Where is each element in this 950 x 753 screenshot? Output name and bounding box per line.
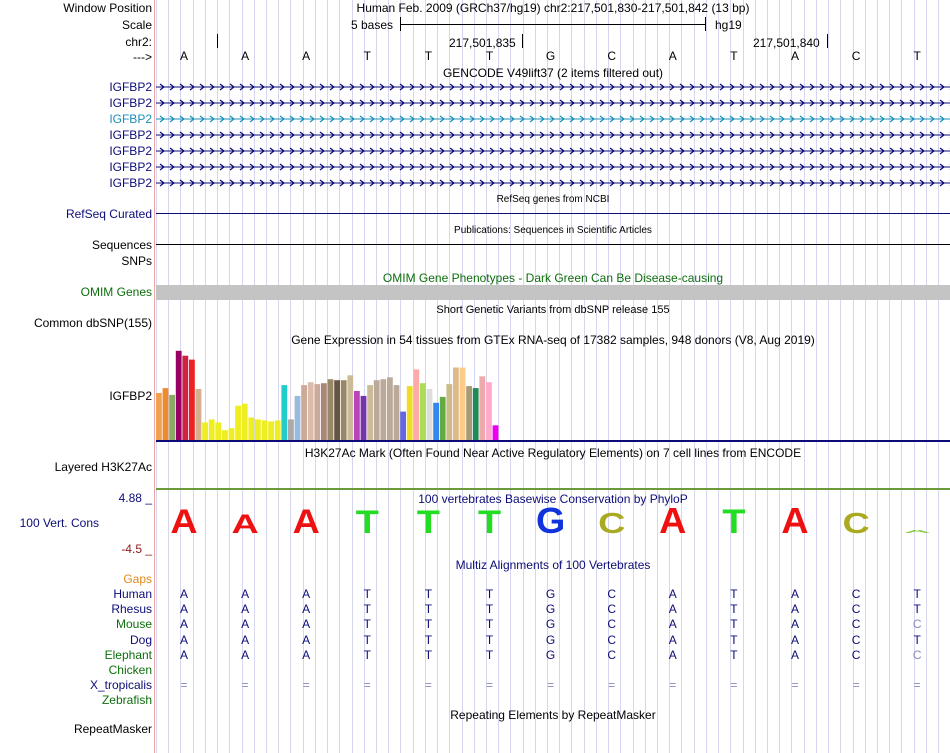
gtex-tissue-bar[interactable] [407,386,413,440]
gtex-tissue-bar[interactable] [347,375,353,440]
transcript-strand-arrows [156,147,950,155]
species-base: T [363,602,371,617]
species-label[interactable]: Dog [129,632,152,647]
gtex-tissue-bar[interactable] [182,356,188,440]
species-base: A [241,647,250,662]
gtex-tissue-bar[interactable] [262,420,268,440]
phylop-base-glyph[interactable]: A [903,528,931,535]
base-letter: A [179,49,188,63]
species-base: T [424,617,433,632]
phylop-base-glyph[interactable]: C [598,508,626,540]
species-base: A [179,602,188,617]
species-base: T [485,617,494,632]
snps-label[interactable]: SNPs [121,254,152,268]
phylop-base-glyph[interactable]: T [722,502,746,541]
species-base: C [607,647,617,662]
h3k27ac-title: H3K27Ac Mark (Often Found Near Active Regulatory Elements) on 7 cell lines from ENCODE [304,446,802,460]
species-base: G [545,632,556,647]
repeatmasker-title: Repeating Elements by RepeatMasker [450,708,656,722]
chrom-label: chr2: [125,35,152,49]
gencode-transcript-label[interactable]: IGFBP2 [109,176,152,190]
phylop-base-glyph[interactable]: T [416,504,440,541]
species-base: C [912,647,922,662]
track-image-area[interactable] [156,0,950,753]
gtex-tissue-bar[interactable] [413,369,419,440]
gtex-gene-label[interactable]: IGFBP2 [109,389,152,403]
h3k27ac-label[interactable]: Layered H3K27Ac [54,460,152,474]
gtex-title: Gene Expression in 54 tissues from GTEx RNA-seq of 17382 samples, 948 donors (V8, Aug 2019) [291,333,815,347]
gtex-tissue-bar[interactable] [196,389,202,440]
scale-db-text: hg19 [715,18,742,32]
gtex-tissue-bar[interactable] [242,404,248,440]
phylop-base-glyph[interactable]: A [231,508,259,539]
gtex-tissue-bar[interactable] [374,380,380,440]
gtex-tissue-bar[interactable] [394,385,400,440]
transcript-strand-arrows [156,131,950,139]
species-base: G [545,647,556,662]
gencode-transcript-label[interactable]: IGFBP2 [109,112,152,126]
species-label[interactable]: Zebrafish [101,693,152,708]
phylop-title: 100 vertebrates Basewise Conservation by PhyloP [418,492,688,506]
species-base: T [363,632,371,647]
gtex-tissue-bar[interactable] [248,418,254,441]
multiz-title: Multiz Alignments of 100 Vertebrates [455,558,651,572]
scale-size-text: 5 bases [351,18,394,32]
gtex-tissue-bar[interactable] [420,383,426,440]
gtex-tissue-bar[interactable] [361,396,367,440]
transcript-strand-arrows [156,99,950,107]
base-letter: C [607,49,617,63]
gtex-tissue-bar[interactable] [440,397,446,440]
gtex-tissue-bar[interactable] [268,421,274,440]
gtex-tissue-bar[interactable] [334,380,340,440]
strand-label: ---> [133,50,152,64]
species-label[interactable]: Human [113,587,152,601]
label-divider [154,0,155,753]
species-base: A [302,602,311,617]
refseq-gene-line[interactable] [156,213,950,214]
omim-title: OMIM Gene Phenotypes - Dark Green Can Be Disease-causing [382,271,724,285]
gtex-tissue-bar[interactable] [493,425,499,440]
coord-tick2-label: 217,501,840 [753,36,820,50]
coord-tick1-mark [522,34,523,48]
species-base: T [730,617,738,632]
gtex-tissue-bar[interactable] [176,351,182,440]
phylop-base-glyph[interactable]: A [292,502,320,541]
species-base: C [607,587,617,601]
phylop-max-label: 4.88 _ [118,491,152,505]
species-base: = [485,678,493,693]
gtex-tissue-bar[interactable] [156,393,162,440]
species-base: A [241,587,250,601]
species-base: = [669,678,677,693]
gtex-tissue-bar[interactable] [473,388,479,440]
species-base: T [730,647,738,662]
gtex-tissue-bar[interactable] [308,382,314,440]
gencode-transcript-label[interactable]: IGFBP2 [109,128,152,142]
species-base: = [913,678,921,693]
species-base: A [179,587,188,601]
gtex-tissue-bar[interactable] [209,419,215,440]
species-base: A [302,647,311,662]
gencode-transcript-label[interactable]: IGFBP2 [109,160,152,174]
gtex-tissue-bar[interactable] [288,419,294,440]
gtex-tissue-bar[interactable] [486,382,492,440]
gtex-tissue-bar[interactable] [202,422,208,440]
species-base: T [730,632,738,647]
gtex-tissue-bar[interactable] [328,379,334,440]
gencode-transcript-arrows[interactable] [156,131,950,139]
gtex-tissue-bar[interactable] [479,376,485,440]
window-position-label: Window Position [63,1,152,15]
gencode-transcript-label[interactable]: IGFBP2 [109,144,152,158]
gaps-label: Gaps [123,572,152,586]
gtex-tissue-bar[interactable] [400,412,406,440]
species-label[interactable]: Chicken [108,663,152,677]
base-letter: T [730,49,738,63]
gencode-transcript-label[interactable]: IGFBP2 [109,80,152,94]
gtex-tissue-bar[interactable] [275,420,281,440]
gencode-title: GENCODE V49lift37 (2 items filtered out) [442,66,664,80]
repeatmasker-label[interactable]: RepeatMasker [73,722,152,736]
species-base: C [851,617,861,632]
gencode-transcript-label[interactable]: IGFBP2 [109,96,152,110]
phylop-logo[interactable] [156,502,950,542]
species-base: C [851,632,861,647]
pubs-sequence-line[interactable] [156,244,950,245]
gtex-tissue-bar[interactable] [215,422,221,440]
species-base: T [485,602,494,617]
base-letter: T [913,49,921,63]
gtex-tissue-bar[interactable] [387,377,393,440]
base-letter: T [363,49,371,63]
species-base: = [363,678,371,693]
species-base: A [790,647,799,662]
gtex-tissue-bar[interactable] [229,428,235,440]
species-label[interactable]: Mouse [115,617,152,632]
gtex-tissue-bar[interactable] [189,360,195,440]
base-letter: G [545,49,556,63]
species-label[interactable]: Rhesus [111,602,152,617]
base-letter: A [668,49,677,63]
base-letter: A [790,49,799,63]
species-base: T [424,587,433,601]
gtex-tissue-bar[interactable] [466,386,472,440]
gencode-transcript-arrows[interactable] [156,147,950,155]
base-letter: T [424,49,433,63]
gtex-tissue-bar[interactable] [380,379,386,440]
species-base: T [730,587,738,601]
species-base: = [547,678,555,693]
species-base: G [545,602,556,617]
species-base: = [424,678,432,693]
species-base: A [179,617,188,632]
gencode-transcript-arrows[interactable] [156,179,950,187]
species-base: T [424,632,433,647]
base-letter: A [241,49,250,63]
species-base: T [363,617,371,632]
species-base: A [241,602,250,617]
sequences-label[interactable]: Sequences [91,238,152,252]
refseq-title: RefSeq genes from NCBI [496,194,610,205]
transcript-strand-arrows [156,115,950,123]
gtex-baseline [156,440,950,442]
species-base: T [424,602,433,617]
species-base: A [179,647,188,662]
gencode-transcript-arrows[interactable] [156,99,950,107]
omim-genes-label[interactable]: OMIM Genes [80,285,152,299]
species-base: T [485,632,494,647]
coord-tick-start [217,34,218,48]
species-base: A [790,602,799,617]
gencode-transcript-arrows[interactable] [156,163,950,171]
phylop-base-glyph[interactable]: T [477,504,502,541]
species-base: A [179,632,188,647]
species-base: C [607,617,617,632]
gtex-tissue-bar[interactable] [314,384,320,440]
gtex-tissue-bar[interactable] [235,406,241,440]
species-label[interactable]: Elephant [104,647,152,662]
gtex-tissue-bar[interactable] [281,385,287,440]
h3k27ac-signal-line[interactable] [156,488,950,490]
species-base: = [302,678,310,693]
species-base: T [363,647,371,662]
species-base: A [668,632,677,647]
phylop-base-glyph[interactable]: C [842,508,870,540]
species-base: A [302,617,311,632]
transcript-strand-arrows [156,163,950,171]
species-base: A [790,632,799,647]
species-base: T [913,602,921,617]
gtex-tissue-bar[interactable] [367,385,373,440]
species-base: A [241,632,250,647]
species-base: = [791,678,799,693]
species-base: A [302,632,311,647]
species-base: A [668,647,677,662]
species-base: T [424,647,433,662]
gtex-tissue-bar[interactable] [321,383,327,440]
species-base: T [913,632,921,647]
gtex-tissue-bar[interactable] [295,396,301,440]
omim-gene-bar[interactable] [156,285,950,300]
species-base: T [913,587,921,601]
dbsnp-title: Short Genetic Variants from dbSNP release 155 [436,304,670,316]
species-base: = [608,678,616,693]
species-base: = [180,678,188,693]
scale-bar [400,24,706,25]
base-letter: T [485,49,494,63]
gencode-transcript-arrows[interactable] [156,115,950,123]
phylop-base-glyph[interactable]: G [535,502,566,541]
species-base: A [302,587,311,601]
gtex-tissue-bar[interactable] [255,419,261,440]
species-base: C [851,602,861,617]
species-base: A [668,587,677,601]
species-base: T [363,587,371,601]
species-label[interactable]: X_tropicalis [89,678,152,693]
species-base: C [607,602,617,617]
gtex-tissue-bar[interactable] [163,388,169,440]
phylop-base-glyph[interactable]: A [659,502,687,541]
species-base: G [545,617,556,632]
species-base: = [730,678,738,693]
gtex-tissue-bar[interactable] [301,385,307,440]
species-base: T [730,602,738,617]
gtex-tissue-bar[interactable] [460,368,466,441]
species-base: = [241,678,249,693]
gtex-tissue-bar[interactable] [354,391,360,440]
species-base: C [912,617,922,632]
gtex-tissue-bar[interactable] [446,384,452,440]
scale-bar-right-tick [705,17,706,31]
phylop-base-glyph[interactable]: T [355,504,379,541]
gencode-transcript-arrows[interactable] [156,83,950,91]
species-base: = [852,678,860,693]
common-dbsnp-label[interactable]: Common dbSNP(155) [33,316,152,330]
refseq-curated-label[interactable]: RefSeq Curated [65,207,152,221]
base-letter: C [851,49,861,63]
transcript-strand-arrows [156,83,950,91]
coord-tick2-mark [827,34,828,48]
track-label-column [0,0,152,753]
species-base: A [668,617,677,632]
gtex-tissue-bar[interactable] [427,389,433,440]
gtex-tissue-bar[interactable] [169,395,175,440]
phylop-base-glyph[interactable]: A [170,502,198,541]
species-base: T [485,647,494,662]
window-position-text: Human Feb. 2009 (GRCh37/hg19) chr2:217,501,830-217,501,842 (13 bp) [356,1,750,15]
species-base: G [545,587,556,601]
species-base: A [668,602,677,617]
gtex-tissue-bar[interactable] [341,380,347,440]
species-base: C [851,587,861,601]
species-base: A [241,617,250,632]
phylop-track-label[interactable]: 100 Vert. Cons [19,516,99,530]
base-letter: A [302,49,311,63]
transcript-strand-arrows [156,179,950,187]
species-base: A [790,587,799,601]
species-base: C [851,647,861,662]
pubs-title: Publications: Sequences in Scientific Articles [454,225,652,236]
gtex-tissue-bar[interactable] [433,403,439,440]
gtex-tissue-bar[interactable] [453,368,459,441]
gtex-tissue-bar[interactable] [222,430,228,440]
species-base: T [485,587,494,601]
coord-tick1-label: 217,501,835 [449,36,516,50]
scale-label: Scale [121,18,152,32]
species-base: A [790,617,799,632]
phylop-min-label: -4.5 _ [121,542,152,556]
phylop-base-glyph[interactable]: A [781,502,809,541]
scale-bar-left-tick [400,17,401,31]
species-base: C [607,632,617,647]
gtex-bar-chart[interactable] [156,341,950,441]
